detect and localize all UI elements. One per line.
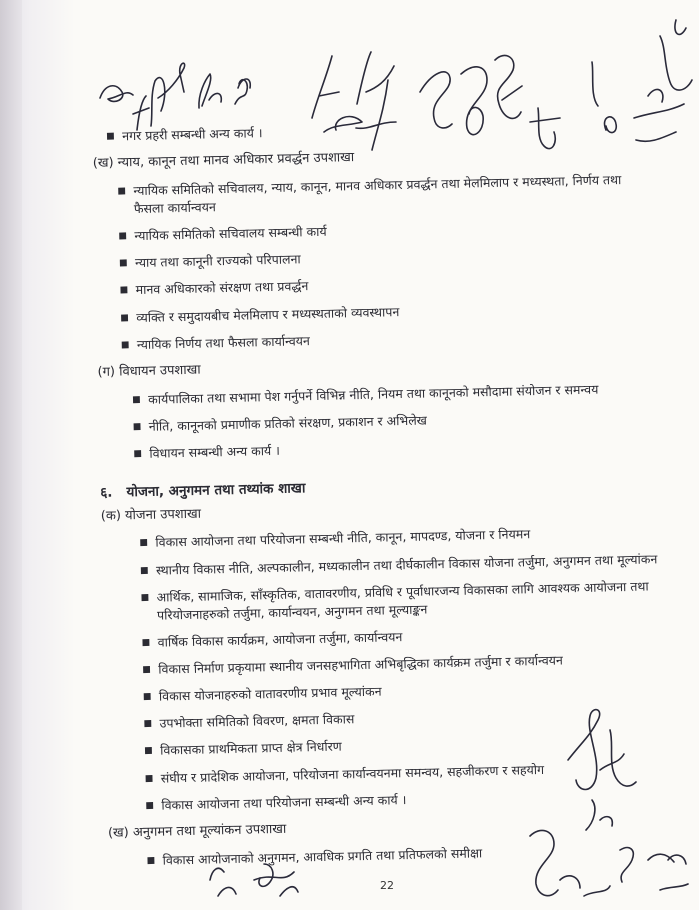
- list-item: ■ विकास निर्माण प्रकृयामा स्थानीय जनसहभागिता अभिबृद्धिका कार्यक्रम तर्जुमा र कार्यान्वयन: [142, 649, 664, 679]
- section-number: ६.: [100, 484, 113, 501]
- list-item: ■ न्यायिक समितिको सचिवालय सम्बन्धी कार्य: [118, 215, 654, 245]
- document-body: [92, 115, 669, 879]
- list-item: ■ न्याय तथा कानूनी राज्यको परिपालना: [119, 243, 655, 273]
- list-item: ■ विकास आयोजना तथा परियोजना सम्बन्धी नीति, कानून, मापदण्ड, योजना र नियमन: [139, 523, 661, 553]
- signature: [660, 20, 692, 90]
- signature: [199, 74, 221, 108]
- signature: [100, 86, 133, 102]
- section-heading: (क) योजना उपशाखा: [100, 506, 202, 524]
- section-title: योजना, अनुगमन तथा तथ्यांक शाखा: [126, 480, 306, 501]
- signature: [312, 56, 362, 132]
- list-item: ■ नगर प्रहरी सम्बन्धी अन्य कार्य ।: [106, 115, 652, 146]
- signature: [235, 79, 250, 104]
- list-item: ■ मानव अधिकारको संरक्षण तथा प्रवर्द्धन: [119, 270, 655, 300]
- list-item: ■ संघीय र प्रादेशिक आयोजना, परियोजना कार्यान्वयनमा समन्वय, सहजीकरण र सहयोग: [145, 758, 667, 788]
- list-item: ■ आर्थिक, सामाजिक, साँस्कृतिक, वातावरणीय, प्रविधि र पूर्वाधारजन्य विकासका लागि आवश्यक आयोजना तथा परियोजनाहरुको तर्जुमा, कार्यान्वयन, अनुगमन तथा मूल्याङ्कन: [140, 577, 663, 625]
- list-item: ■ न्यायिक समितिको सचिवालय, न्याय, कानून, मानव अधिकार प्रवर्द्धन तथा मेलमिलाप र मध्यस्थता, निर्णय तथा फैसला कार्यान्वयन: [117, 170, 654, 218]
- ga-section-list: [132, 379, 660, 463]
- list-item: ■ वार्षिक विकास कार्यक्रम, आयोजना तर्जुमा, कार्यान्वयन: [141, 622, 663, 652]
- list-item: ■ विकासका प्राथमिकता प्राप्त क्षेत्र निर्धारण: [144, 731, 666, 761]
- section-heading: (ख) अनुगमन तथा मूल्यांकन उपशाखा: [107, 821, 287, 841]
- list-item: ■ विकास आयोजना तथा परियोजना सम्बन्धी अन्य कार्य ।: [145, 785, 667, 815]
- section-heading: (ग) विधायन उपशाखा: [97, 362, 201, 380]
- list-item: ■ उपभोक्ता समितिको विवरण, क्षमता विकास: [143, 703, 665, 733]
- kha-section-list: [117, 170, 657, 354]
- ka-section-list: [139, 523, 667, 815]
- kha2-section-list: [146, 840, 668, 870]
- signature: [495, 55, 522, 118]
- page-binding-edge: [0, 0, 22, 910]
- list-item: ■ न्यायिक निर्णय तथा फैसला कार्यान्वयन: [121, 324, 657, 354]
- signature: [560, 876, 610, 896]
- list-item: ■ विकास आयोजनाको अनुगमन, आवधिक प्रगति तथा प्रतिफलको समीक्षा: [146, 840, 668, 870]
- list-item: ■ स्थानीय विकास नीति, अल्पकालीन, मध्यकालीन तथा दीर्घकालीन विकास योजना तर्जुमा, अनुगमन तथा मूल्यांकन: [140, 550, 662, 580]
- signature: [133, 63, 185, 130]
- section-heading: (ख) न्याय, कानून तथा मानव अधिकार प्रवर्द्धन उपशाखा: [92, 150, 355, 172]
- list-item: ■ कार्यपालिका तथा सभामा पेश गर्नुपर्ने विभिन्न नीति, नियम तथा कानूनको मसौदामा संयोजन र समन्वय: [132, 379, 658, 409]
- list-item: ■ व्यक्ति र समुदायबीच मेलमिलाप र मध्यस्थताको व्यवस्थापन: [120, 297, 656, 327]
- list-item: ■ विधायन सम्बन्धी अन्य कार्य ।: [133, 433, 659, 463]
- list-item: ■ विकास योजनाहरुको वातावरणीय प्रभाव मूल्यांकन: [143, 676, 665, 706]
- list-item: ■ नीति, कानूनको प्रमाणीक प्रतिको संरक्षण, प्रकाशन र अभिलेख: [133, 406, 659, 436]
- page-number: 22: [380, 879, 394, 892]
